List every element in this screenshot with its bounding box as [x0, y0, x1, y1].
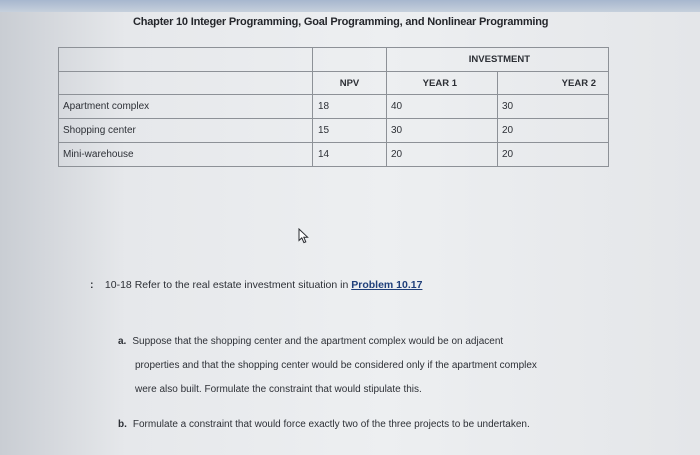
npv-value: 15 [313, 119, 387, 143]
year1-value: 20 [387, 143, 498, 167]
year2-value: 20 [498, 143, 609, 167]
npv-header: NPV [313, 72, 387, 95]
year1-value: 30 [387, 119, 498, 143]
project-name: Apartment complex [59, 95, 313, 119]
year2-header: YEAR 2 [498, 72, 609, 95]
table-row [59, 143, 609, 167]
table-row [59, 95, 609, 119]
blank-header-cell [59, 48, 313, 72]
blank-header-cell-2 [59, 72, 313, 95]
part-a-line-2: properties and that the shopping center would be considered only if the apartment complex [135, 360, 537, 371]
year2-value: 20 [498, 119, 609, 143]
part-a-line-3: were also built. Formulate the constraint that would stipulate this. [135, 384, 422, 395]
investment-header: INVESTMENT [387, 48, 609, 72]
table-row [59, 119, 609, 143]
npv-value: 18 [313, 95, 387, 119]
table-header-row-2 [59, 72, 609, 95]
question-part-a [118, 330, 618, 402]
mouse-pointer-icon [298, 228, 310, 244]
year2-value: 30 [498, 95, 609, 119]
bullet-icon: : [90, 279, 94, 291]
part-a-text-1: Suppose that the shopping center and the apartment complex would be on adjacent [132, 336, 504, 347]
problem-text: 10-18 Refer to the real estate investment situation in [104, 279, 349, 291]
npv-header-top [313, 48, 387, 72]
problem-statement [90, 279, 422, 291]
question-part-b [118, 419, 530, 430]
year1-header: YEAR 1 [387, 72, 498, 95]
investment-table [58, 47, 609, 167]
chapter-title: Chapter 10 Integer Programming, Goal Programming, and Nonlinear Programming [133, 16, 549, 28]
problem-link[interactable]: Problem 10.17 [351, 279, 423, 291]
part-a-marker: a. [118, 336, 127, 347]
npv-value: 14 [313, 143, 387, 167]
part-b-text: Formulate a constraint that would force exactly two of the three projects to be undertaken. [132, 419, 530, 430]
part-b-marker: b. [118, 419, 127, 430]
project-name: Mini-warehouse [59, 143, 313, 167]
browser-top-band [0, 0, 700, 12]
table-header-row-1 [59, 48, 609, 72]
part-a-line-1 [118, 330, 618, 354]
year1-value: 40 [387, 95, 498, 119]
investment-table-wrapper [58, 47, 609, 167]
project-name: Shopping center [59, 119, 313, 143]
